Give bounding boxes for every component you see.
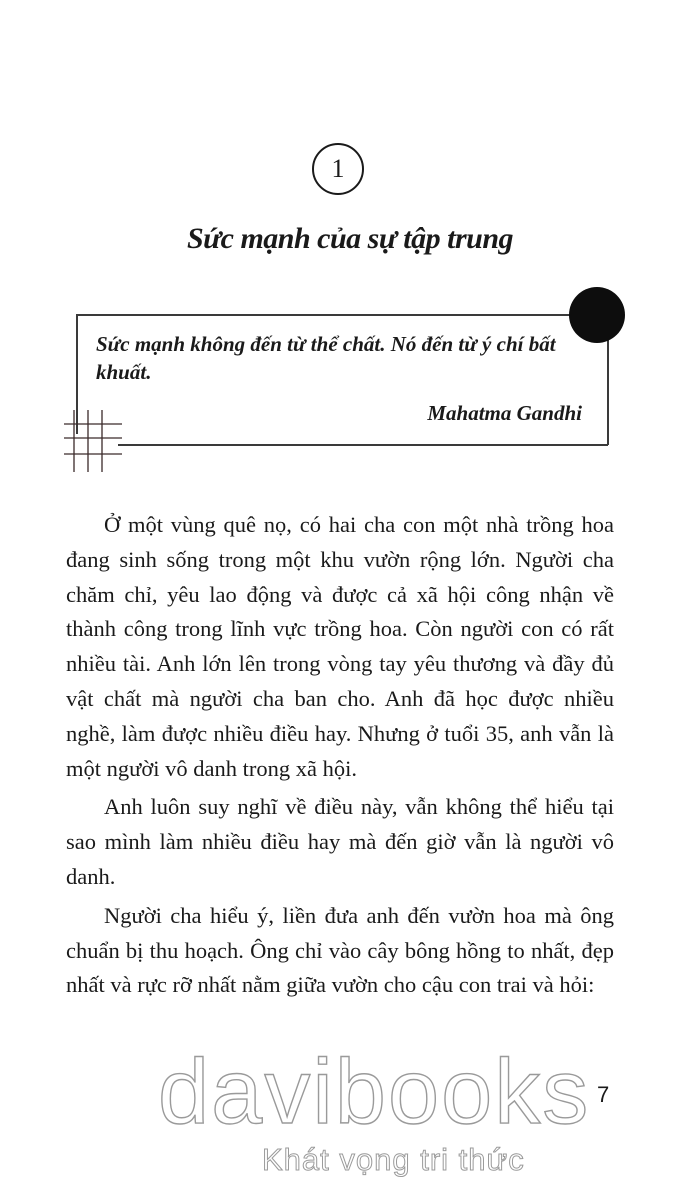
quote-box-top-border [76, 314, 576, 316]
chapter-number-badge [312, 143, 364, 195]
body-paragraph: Người cha hiểu ý, liền đưa anh đến vườn hoa mà ông chuẩn bị thu hoạch. Ông chỉ vào cây bông hồng to nhất, đẹp nhất và rực rỡ nhất nằm giữa vườn cho cậu con trai và hỏi: [66, 902, 614, 998]
chapter-title: Sức mạnh của sự tập trung [186, 222, 514, 255]
watermark-tagline: Khát vọng tri thức [262, 1142, 525, 1177]
body-paragraph: Anh luôn suy nghĩ về điều này, vẫn không thể hiểu tại sao mình làm nhiều điều hay mà đến giờ vẫn là người vô danh. [66, 794, 614, 889]
quote-box-bottom-border [118, 444, 608, 446]
body-text [66, 508, 614, 1007]
quote-text: Sức mạnh không đến từ thể chất. Nó đến từ ý chí bất khuất. [96, 332, 556, 384]
chapter-number: 1 [331, 154, 345, 183]
page-number: 7 [597, 1082, 610, 1107]
body-paragraph: Ở một vùng quê nọ, có hai cha con một nhà trồng hoa đang sinh sống trong một khu vườn rộng lớn. Người cha chăm chỉ, yêu lao động và được cả xã hội công nhận về thành công trong lĩnh vực trồng hoa. Còn người con có rất nhiều tài. Anh lớn lên trong vòng tay yêu thương và đầy đủ vật chất mà người cha ban cho. Anh đã học được nhiều nghề, làm được nhiều điều hay. Nhưng ở tuổi 35, anh vẫn là một người vô danh trong xã hội. [66, 512, 614, 781]
quote-author: Mahatma Gandhi [427, 401, 582, 425]
quote-box-right-border [607, 330, 609, 445]
decorative-grid-icon [64, 410, 122, 472]
watermark-brand: davibooks [158, 1041, 591, 1143]
decorative-dot [569, 287, 625, 343]
